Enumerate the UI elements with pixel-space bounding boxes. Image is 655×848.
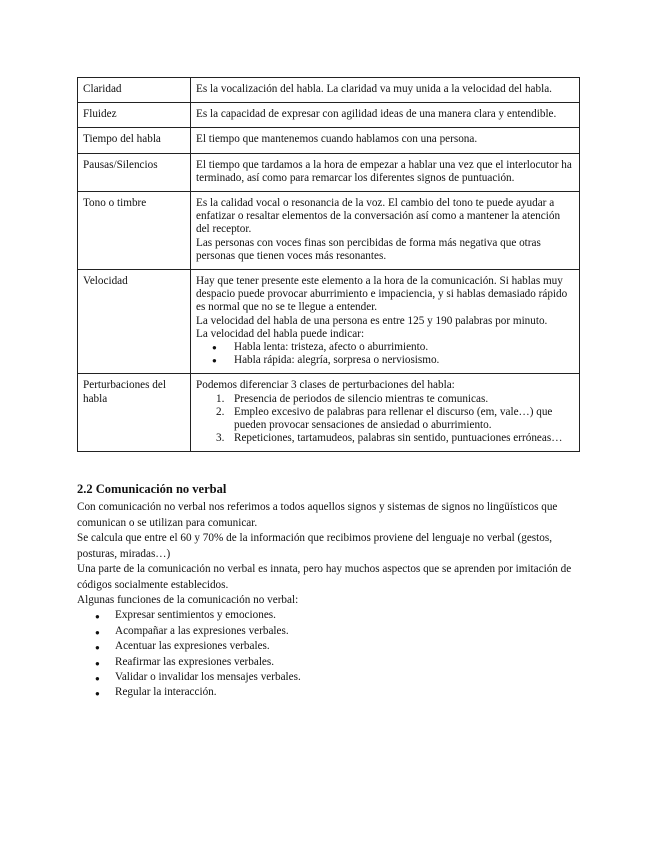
body-paragraph: Con comunicación no verbal nos referimos a todos aquellos signos y sistemas de signos no lingüísticos que comunican o se utilizan para comunicar. <box>77 501 558 529</box>
list-item <box>216 392 575 406</box>
document-page <box>77 77 580 701</box>
row-term: Perturbaciones del habla <box>78 374 191 452</box>
description-paragraph: El tiempo que tardamos a la hora de empezar a hablar una vez que el interlocutor ha terminado, así como para remarcar los diferentes signos de puntuación. <box>196 158 572 184</box>
row-term: Tono o timbre <box>78 192 191 270</box>
description-paragraph: Es la vocalización del habla. La claridad va muy unida a la velocidad del habla. <box>196 83 552 95</box>
list-item: ● Expresar sentimientos y emociones. <box>115 608 580 623</box>
list-item: ● Acompañar a las expresiones verbales. <box>115 624 580 639</box>
row-description <box>191 374 580 452</box>
description-paragraph: Es la capacidad de expresar con agilidad ideas de una manera clara y entendible. <box>196 108 557 121</box>
table-row <box>78 374 580 452</box>
speed-bullet-list <box>196 341 575 367</box>
list-number: 3. <box>216 432 225 445</box>
list-item: ● Validar o invalidar los mensajes verbales. <box>115 670 580 685</box>
body-paragraph: Algunas funciones de la comunicación no verbal: <box>77 593 299 606</box>
row-term: Claridad <box>78 78 191 103</box>
row-description <box>191 153 580 191</box>
list-item: ● Habla rápida: alegría, sorpresa o nerviosismo. <box>234 354 575 367</box>
description-paragraph: Podemos diferenciar 3 clases de perturbaciones del habla: <box>196 379 455 392</box>
speech-qualities-table <box>77 77 580 452</box>
non-verbal-section <box>77 482 580 700</box>
list-item: ● Acentuar las expresiones verbales. <box>115 639 580 654</box>
row-term: Tiempo del habla <box>78 128 191 153</box>
list-text: Presencia de periodos de silencio mientras te comunicas. <box>234 392 489 405</box>
table-row <box>78 78 580 103</box>
list-item: ● Regular la interacción. <box>115 685 580 700</box>
list-number: 1. <box>216 392 225 405</box>
row-term: Fluidez <box>78 103 191 128</box>
disturbances-numbered-list <box>196 393 575 446</box>
description-paragraph: Hay que tener presente este elemento a la hora de la comunicación. Si hablas muy despacio puede provocar aburrimiento e impaciencia, y si hablas demasiado rápido es normal que no se te llegue a entender. <box>196 275 568 314</box>
table-row <box>78 270 580 374</box>
description-paragraph: Es la calidad vocal o resonancia de la voz. El cambio del tono te puede ayudar a enfatizar o resaltar elementos de la conversación así como a mantener la atención del receptor. <box>196 197 561 236</box>
list-item: ● Reafirmar las expresiones verbales. <box>115 655 580 670</box>
list-text: Repeticiones, tartamudeos, palabras sin sentido, puntuaciones erróneas… <box>234 432 563 445</box>
description-paragraph: El tiempo que mantenemos cuando hablamos con una persona. <box>196 133 478 146</box>
row-description <box>191 270 580 374</box>
row-description <box>191 78 580 103</box>
description-paragraph: Las personas con voces finas son percibidas de forma más negativa que otras personas que tienen voces más resonantes. <box>196 236 541 262</box>
table-row <box>78 153 580 191</box>
section-heading: 2.2 Comunicación no verbal <box>77 482 227 497</box>
functions-bullet-list <box>77 608 580 700</box>
row-term: Pausas/Silencios <box>78 153 191 191</box>
row-term: Velocidad <box>78 270 191 374</box>
table-row <box>78 192 580 270</box>
list-item <box>216 432 575 445</box>
list-number: 2. <box>216 405 225 418</box>
body-paragraph: Una parte de la comunicación no verbal es innata, pero hay muchos aspectos que se aprenden por imitación de códigos socialmente establecidos. <box>77 563 572 591</box>
description-paragraph: La velocidad del habla de una persona es entre 125 y 190 palabras por minuto. <box>196 314 548 327</box>
list-text: Empleo excesivo de palabras para rellenar el discurso (em, vale…) que pueden provocar sensaciones de ansiedad o aburrimiento. <box>234 405 553 432</box>
row-description <box>191 192 580 270</box>
table-row <box>78 103 580 128</box>
list-item <box>216 405 575 432</box>
row-description <box>191 128 580 153</box>
description-paragraph: La velocidad del habla puede indicar: <box>196 327 365 340</box>
list-item: ● Habla lenta: tristeza, afecto o aburrimiento. <box>234 341 575 354</box>
body-paragraph: Se calcula que entre el 60 y 70% de la información que recibimos proviene del lenguaje no verbal (gestos, posturas, miradas…) <box>77 532 552 560</box>
row-description <box>191 103 580 128</box>
table-row <box>78 128 580 153</box>
